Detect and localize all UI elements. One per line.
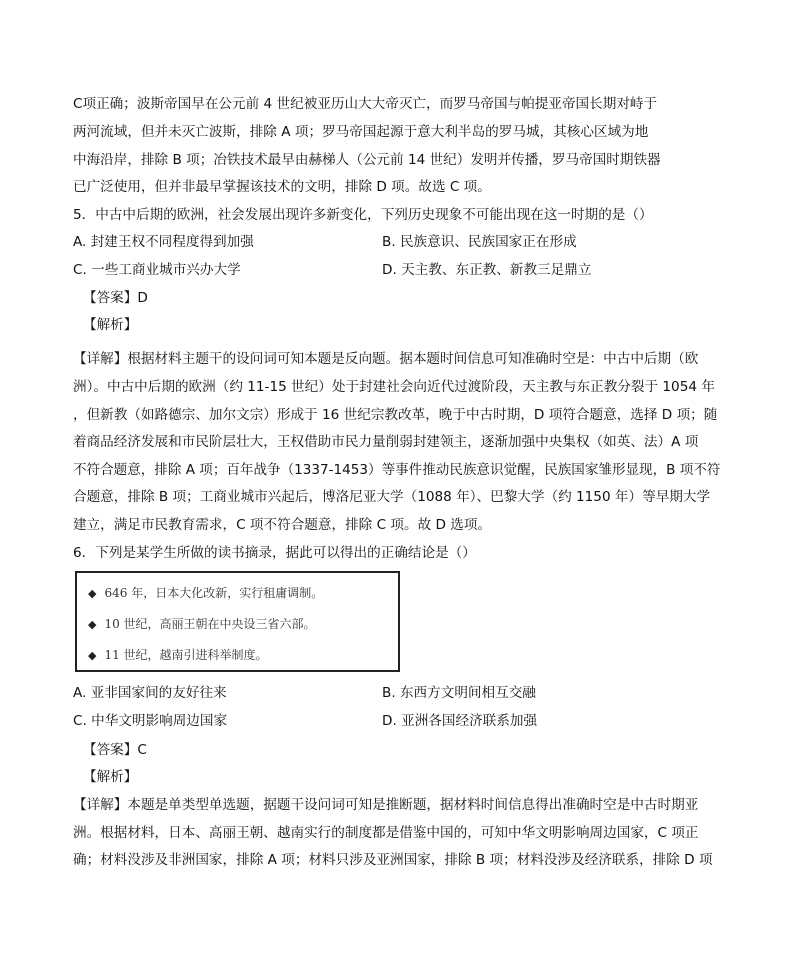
- q6-option-b: B. 东西方文明间相互交融: [382, 685, 536, 701]
- q5-detail-line-7: 建立，满足市民教育需求，C 项不符合题意，排除 C 项。故 D 选项。: [73, 517, 492, 533]
- reading-note-item: [88, 585, 323, 602]
- q6-option-c: C. 中华文明影响周边国家: [73, 713, 228, 729]
- q4-explanation-line-1: C项正确；波斯帝国早在公元前 4 世纪被亚历山大大帝灭亡，而罗马帝国与帕提亚帝国长期对峙于: [73, 96, 658, 112]
- q6-analysis-label: 【解析】: [83, 769, 138, 785]
- diamond-bullet-icon: ◆: [88, 587, 97, 600]
- reading-note-text: 11 世纪，越南引进科举制度。: [104, 648, 268, 662]
- q5-option-d: D. 天主教、东正教、新教三足鼎立: [382, 262, 592, 278]
- q4-explanation-line-4: 已广泛使用，但并非最早掌握该技术的文明，排除 D 项。故选 C 项。: [73, 179, 491, 195]
- q6-detail-line-3: 确；材料没涉及非洲国家，排除 A 项；材料只涉及亚洲国家，排除 B 项；材料没涉及经济联系，排除 D 项: [73, 852, 713, 868]
- q5-option-c: C. 一些工商业城市兴办大学: [73, 262, 241, 278]
- q6-answer: 【答案】C: [83, 742, 147, 758]
- q4-explanation-line-3: 中海沿岸，排除 B 项；冶铁技术最早由赫梯人（公元前 14 世纪）发明并传播，罗马帝国时期铁器: [73, 152, 661, 168]
- diamond-bullet-icon: ◆: [88, 618, 97, 631]
- reading-notes-box: [75, 571, 400, 672]
- q5-answer: 【答案】D: [83, 290, 148, 306]
- q5-option-b: B. 民族意识、民族国家正在形成: [382, 234, 577, 250]
- q5-detail-line-3: ，但新教（如路德宗、加尔文宗）形成于 16 世纪宗教改革，晚于中古时期，D 项符合题意，选择 D 项；随: [73, 407, 718, 423]
- q5-analysis-label: 【解析】: [83, 317, 138, 333]
- q6-option-d: D. 亚洲各国经济联系加强: [382, 713, 538, 729]
- q4-explanation-line-2: 两河流域，但并未灭亡波斯，排除 A 项；罗马帝国起源于意大利半岛的罗马城，其核心区域为地: [73, 124, 649, 140]
- reading-note-item: [88, 616, 316, 633]
- q5-detail-line-2: 洲）。中古中后期的欧洲（约 11-15 世纪）处于封建社会向近代过渡阶段，天主教与东正教分裂于 1054 年: [73, 379, 715, 395]
- q5-detail-line-5: 不符合题意，排除 A 项；百年战争（1337-1453）等事件推动民族意识觉醒，民族国家雏形显现，B 项不符: [73, 462, 721, 478]
- q6-detail-line-1: 【详解】本题是单类型单选题，据题干设问词可知是推断题，据材料时间信息得出准确时空是中古时期亚: [73, 797, 699, 813]
- q6-detail-line-2: 洲。根据材料，日本、高丽王朝、越南实行的制度都是借鉴中国的，可知中华文明影响周边国家，C 项正: [73, 825, 699, 841]
- q5-detail-line-4: 着商品经济发展和市民阶层壮大，王权借助市民力量削弱封建领主，逐渐加强中央集权（如英、法）A 项: [73, 434, 699, 450]
- q5-detail-line-1: 【详解】根据材料主题干的设问词可知本题是反向题。据本题时间信息可知准确时空是：中古中后期（欧: [73, 351, 699, 367]
- q5-stem: 5．中古中后期的欧洲，社会发展出现许多新变化，下列历史现象不可能出现在这一时期的是（）: [73, 207, 653, 223]
- reading-note-item: [88, 647, 268, 664]
- q5-detail-line-6: 合题意，排除 B 项；工商业城市兴起后，博洛尼亚大学（1088 年）、巴黎大学（约 1150 年）等早期大学: [73, 489, 711, 505]
- q6-option-a: A. 亚非国家间的友好往来: [73, 685, 227, 701]
- q6-stem: 6．下列是某学生所做的读书摘录，据此可以得出的正确结论是（）: [73, 545, 476, 561]
- reading-note-text: 10 世纪，高丽王朝在中央设三省六部。: [104, 617, 316, 631]
- q5-option-a: A. 封建王权不同程度得到加强: [73, 234, 254, 250]
- diamond-bullet-icon: ◆: [88, 649, 97, 662]
- reading-note-text: 646 年，日本大化改新，实行租庸调制。: [104, 586, 324, 600]
